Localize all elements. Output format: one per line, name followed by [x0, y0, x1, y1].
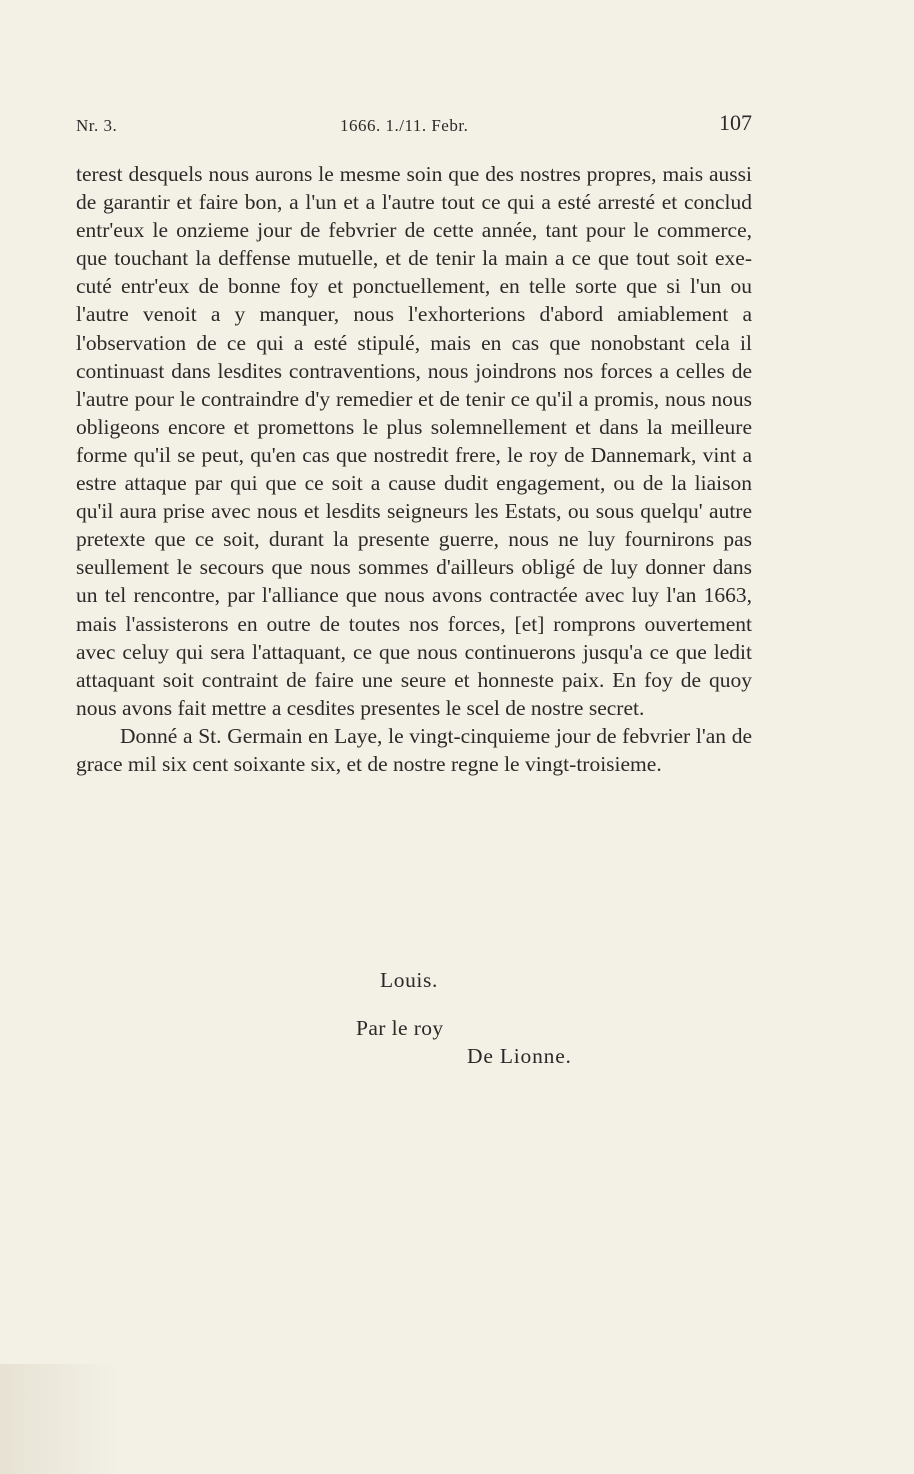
countersign-prefix: Par le roy [356, 1016, 444, 1040]
page-number: 107 [719, 110, 752, 135]
countersign-name: De Lionne. [467, 1044, 572, 1068]
running-header [76, 110, 752, 140]
body-text [76, 160, 752, 778]
paragraph-dating: Donné a St. Germain en Laye, le vingt-cinquieme jour de febvrier l'an de grace mil six cent soixante six, et de nostre regne le vingt-troisieme. [76, 723, 752, 776]
page-edge-shading [0, 1364, 120, 1474]
signature-name: Louis. [380, 968, 438, 992]
paragraph-main: terest desquels nous aurons le mesme soin que des nostres propres, mais aussi de garantir et faire bon, a l'un et a l'autre tout ce qui a esté arresté et conclud entr'eux le onzieme jour de febvrier de cette année, tant pour le commerce, que touchant la deffense mutuelle, et de tenir la main a ce que tout soit executé entr'eux de bonne foy et ponctuellement, en telle sorte que si l'un ou l'autre venoit a y manquer, nous l'exhorterions d'abord amiablement a l'observation de ce qui a esté stipulé, mais en cas que nonobstant cela il continuast dans lesdites contraventions, nous joindrons nos forces a celles de l'autre pour le contraindre d'y remedier et de tenir ce qu'il a promis, nous nous obligeons encore et promettons le plus solemnellement et dans la meilleure forme qu'il se peut, qu'en cas que nostredit frere, le roy de Dannemark, vint a estre attaque par qui que ce soit a cause dudit engagement, ou de la liaison qu'il aura prise avec nous et lesdits seigneurs les Estats, ou sous quelqu' autre pretexte que ce soit, durant la presente guerre, nous ne luy fournirons pas seullement le secours que nous sommes d'ailleurs obligé de luy donner dans un tel rencontre, par l'alliance que nous avons contractée avec luy l'an 1663, mais l'assisterons en outre de toutes nos forces, [et] romprons ouvertement avec celuy qui sera l'attaquant, ce que nous continuerons jusqu'a ce que ledit attaquant soit contraint de faire une seure et honneste paix. En foy de quoy nous avons fait mettre a cesdites presentes le scel de nostre secret. [76, 162, 752, 720]
document-date: 1666. 1./11. Febr. [340, 116, 469, 135]
document-number: Nr. 3. [76, 116, 118, 135]
